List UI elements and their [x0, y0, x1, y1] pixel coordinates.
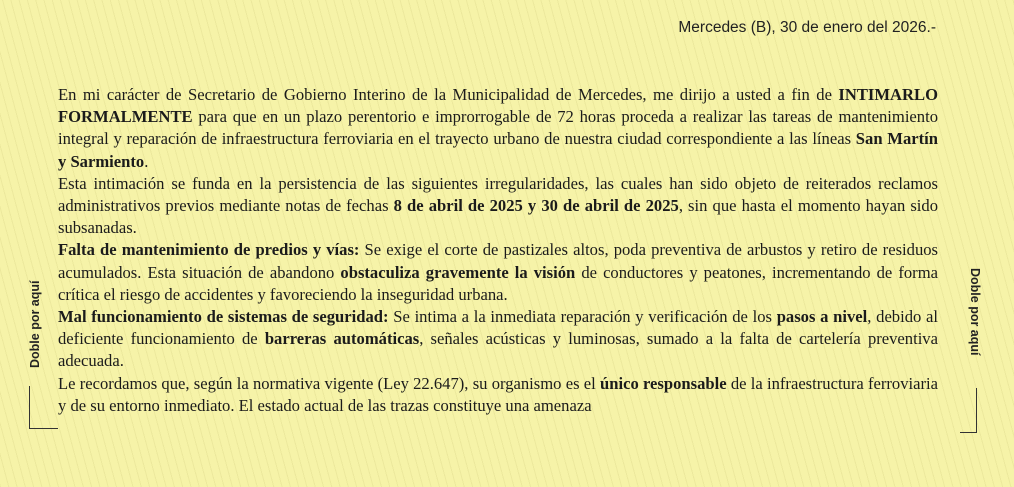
emphasis-text: pasos a nivel	[776, 307, 868, 327]
paragraph-intimation	[58, 84, 938, 173]
paragraph-text: de conductores y peatones, incrementando de forma crítica el riesgo de accidentes y favoreciendo la inseguridad urbana.	[58, 262, 938, 304]
letter-body	[58, 84, 938, 417]
paragraph-text: .	[144, 151, 149, 171]
paragraph-text: Le recordamos que, según la normativa vigente (Ley 22.647), su organismo es el	[58, 373, 601, 393]
paragraph-text: para que en un plazo perentorio e improrrogable de 72 horas proceda a realizar las tareas de mantenimiento integral y reparación de infraestructura ferroviaria en el trayecto urbano de nuestra ciudad correspondiente a las líneas	[58, 107, 938, 149]
paragraph-maintenance	[58, 239, 938, 306]
paragraph-safety	[58, 306, 938, 373]
paragraph-text: Se exige el corte de pastizales altos, poda preventiva de arbustos y retiro de residuos acumulados. Esta situación de abandono	[58, 240, 938, 282]
paragraph-grounds	[58, 173, 938, 240]
fold-label-left: Doble por aquí	[28, 280, 42, 368]
paragraph-text: , señales acústicas y luminosas, sumado a la falta de cartelería preventiva adecuada.	[58, 329, 938, 371]
intimation-emphasis: INTIMARLO FORMALMENTE	[58, 85, 938, 127]
previous-note-date: 8 de abril de 2025	[393, 196, 523, 216]
emphasis-text: único responsable	[600, 373, 727, 393]
paragraph-text: de la infraestructura ferroviaria y de su entorno inmediato. El estado actual de las trazas constituye una amenaza	[58, 373, 939, 415]
date-connector: y	[522, 196, 542, 216]
emphasis-text: obstaculiza gravemente la visión	[340, 262, 576, 282]
paragraph-text: En mi carácter de Secretario de Gobierno Interino de la Municipalidad de Mercedes, me dirijo a usted a fin de	[58, 85, 839, 104]
fold-mark-left	[29, 386, 58, 429]
paragraph-text: Esta intimación se funda en la persistencia de las siguientes irregularidades, las cuales han sido objeto de reiterados reclamos administrativos previos mediante notas de fechas	[58, 173, 938, 216]
fold-mark-right	[960, 388, 977, 433]
section-heading: Mal funcionamiento de sistemas de seguridad:	[58, 307, 389, 327]
railway-lines: San Martín y Sarmiento	[58, 129, 939, 171]
paragraph-text: Se intima a la inmediata reparación y verificación de los	[388, 307, 777, 327]
paragraph-responsibility	[58, 373, 938, 417]
fold-label-right: Doble por aquí	[968, 268, 982, 356]
previous-note-date: 30 de abril de 2025	[541, 196, 679, 216]
paragraph-text: , sin que hasta el momento hayan sido subsanadas.	[58, 196, 939, 238]
emphasis-text: barreras automáticas	[264, 329, 420, 349]
paragraph-text: , debido al deficiente funcionamiento de	[58, 307, 938, 349]
date-line: Mercedes (B), 30 de enero del 2026.-	[678, 19, 936, 36]
section-heading: Falta de mantenimiento de predios y vías:	[58, 240, 360, 260]
